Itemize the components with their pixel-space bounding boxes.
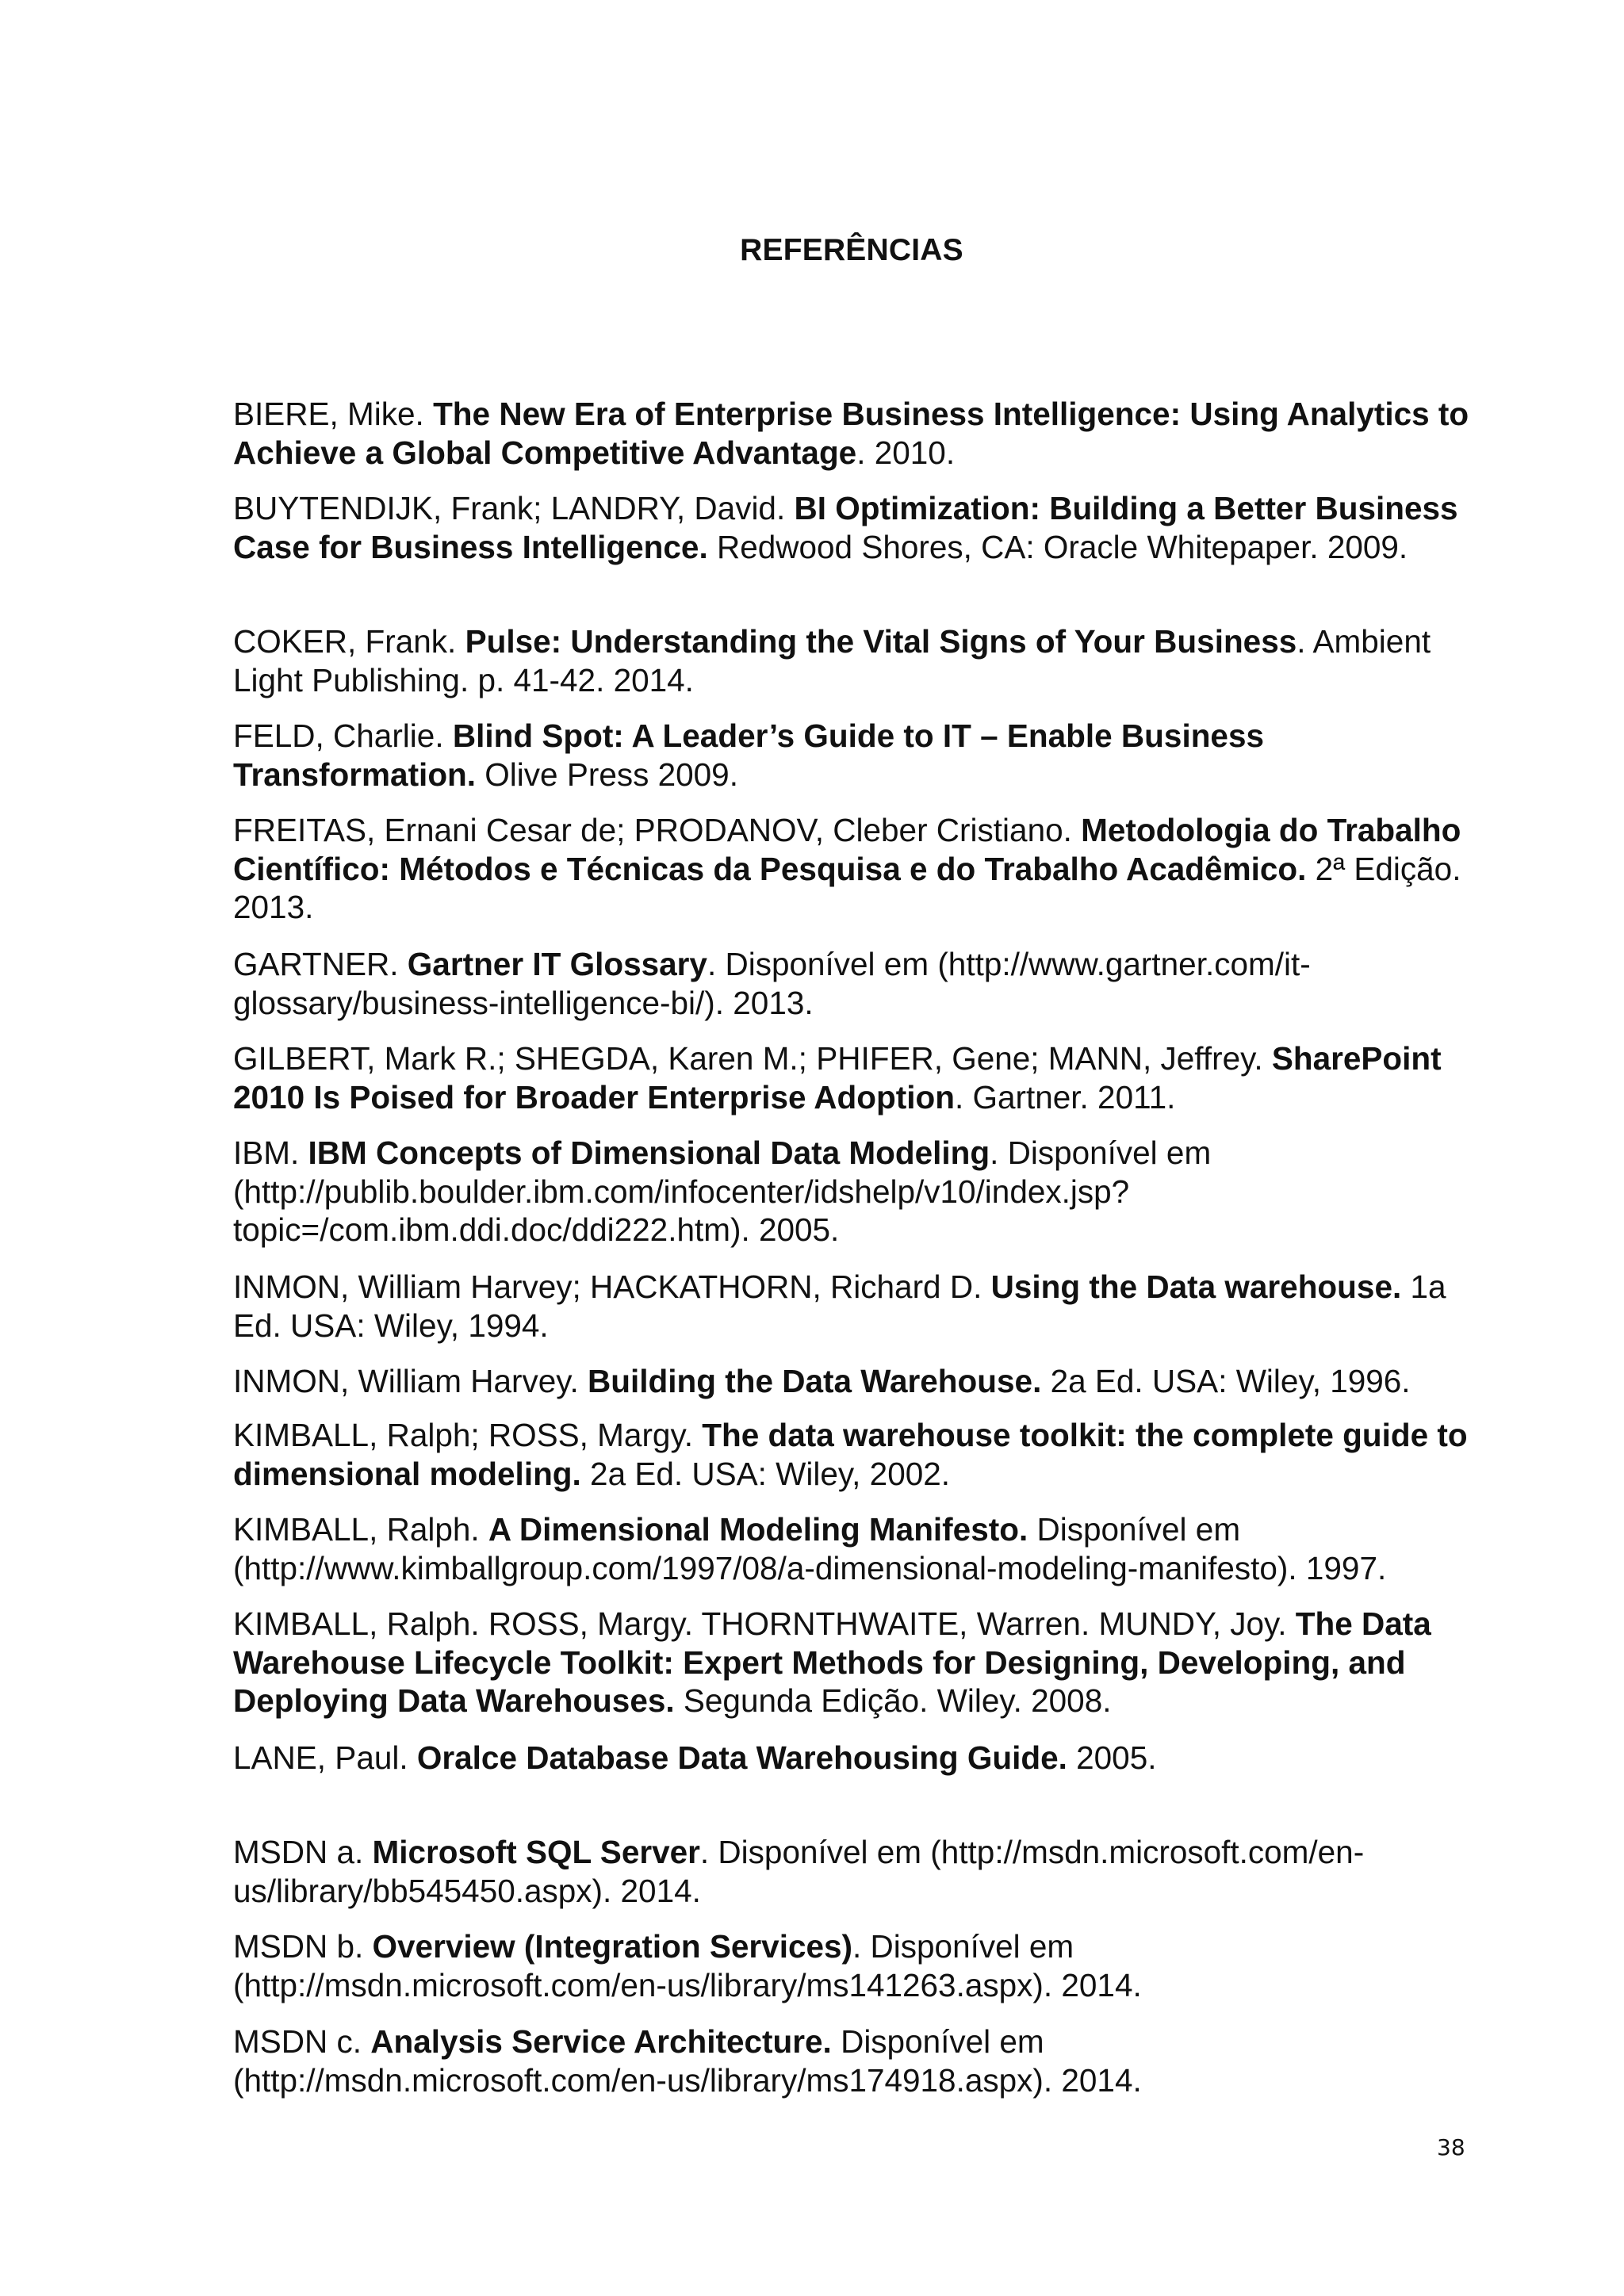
reference-text: KIMBALL, Ralph. ROSS, Margy. THORNTHWAITE, Warren. MUNDY, Joy. [233,1605,1296,1642]
reference-title: Pulse: Understanding the Vital Signs of Your Business [465,623,1297,660]
reference-title: Blind Spot: A Leader’s Guide to IT – Enable Business Transformation. [233,718,1265,793]
reference-text: Redwood Shores, CA: Oracle Whitepaper. 2009. [707,528,1408,565]
reference-title: The New Era of Enterprise Business Intelligence: Using Analytics to Achieve a Global Competitive Advantage [233,396,1469,471]
reference-text: . Gartner. 2011. [954,1078,1176,1115]
reference-text: INMON, William Harvey; HACKATHORN, Richard D. [233,1269,991,1305]
reference-text: MSDN b. [233,1928,373,1965]
reference-entry [233,1605,1486,1720]
reference-title: Using the Data warehouse. [990,1269,1402,1305]
reference-title: Gartner IT Glossary [407,946,707,982]
reference-text: GILBERT, Mark R.; SHEGDA, Karen M.; PHIFER, Gene; MANN, Jeffrey. [233,1040,1272,1077]
page-number: 38 [1437,2134,1465,2160]
reference-entry [233,1416,1486,1493]
reference-title: A Dimensional Modeling Manifesto. [488,1511,1028,1548]
reference-title: Microsoft SQL Server [372,1834,700,1870]
reference-entry [233,717,1486,794]
reference-title: IBM Concepts of Dimensional Data Modeling [308,1135,990,1171]
reference-text: Olive Press 2009. [476,756,738,793]
reference-text: 2005. [1067,1739,1157,1776]
reference-title: Building the Data Warehouse. [588,1363,1042,1399]
reference-text: MSDN a. [233,1834,373,1870]
reference-text: MSDN c. [233,2023,371,2060]
reference-title: The data warehouse toolkit: the complete guide to dimensional modeling. [233,1417,1468,1492]
reference-entry [233,1927,1486,2004]
reference-title: Overview (Integration Services) [372,1928,853,1965]
reference-entry [233,1268,1486,1345]
reference-text: GARTNER. [233,946,408,982]
reference-text: IBM. [233,1135,308,1171]
reference-text: LANE, Paul. [233,1739,417,1776]
reference-text: KIMBALL, Ralph; ROSS, Margy. [233,1417,703,1453]
reference-text: . Disponível em (http://msdn.microsoft.com/en-us/library/ms141263.aspx). 2014. [233,1928,1142,2003]
reference-entry [233,2022,1486,2099]
reference-entry [233,622,1486,699]
reference-text: . Disponível em (http://msdn.microsoft.com/en-us/library/bb545450.aspx). 2014. [233,1834,1365,1909]
reference-text: Disponível em (http://www.kimballgroup.com/1997/08/a-dimensional-modeling-manifesto). 1997. [233,1511,1387,1586]
reference-entry [233,1510,1486,1587]
reference-entry [233,1739,1486,1777]
reference-title: The Data Warehouse Lifecycle Toolkit: Expert Methods for Designing, Developing, and Deploying Data Warehouses. [233,1605,1431,1719]
reference-title: BI Optimization: Building a Better Business Case for Business Intelligence. [233,490,1458,565]
page-title: REFERÊNCIAS [740,233,963,267]
reference-entry [233,945,1486,1022]
reference-text: . Disponível em (http://www.gartner.com/it-glossary/business-intelligence-bi/). 2013. [233,946,1311,1021]
reference-text: . 2010. [856,434,956,471]
reference-text: COKER, Frank. [233,623,465,660]
reference-entry [233,1362,1486,1401]
reference-entry [233,395,1486,472]
reference-text: 2ª Edição. 2013. [233,850,1461,925]
reference-text: . Ambient Light Publishing. p. 41-42. 2014. [233,623,1431,698]
reference-title: Metodologia do Trabalho Científico: Métodos e Técnicas da Pesquisa e do Trabalho Acadêmico. [233,812,1461,887]
reference-text: Disponível em (http://msdn.microsoft.com/en-us/library/ms174918.aspx). 2014. [233,2023,1142,2099]
reference-text: KIMBALL, Ralph. [233,1511,488,1548]
reference-text: FREITAS, Ernani Cesar de; PRODANOV, Cleber Cristiano. [233,812,1082,848]
reference-entry [233,1833,1486,1910]
reference-text: Segunda Edição. Wiley. 2008. [674,1682,1112,1719]
reference-entry [233,1039,1486,1116]
reference-title: SharePoint 2010 Is Poised for Broader Enterprise Adoption [233,1040,1442,1115]
reference-text: 1a Ed. USA: Wiley, 1994. [233,1269,1446,1344]
reference-text: BUYTENDIJK, Frank; LANDRY, David. [233,490,795,526]
reference-text: . Disponível em (http://publib.boulder.ibm.com/infocenter/idshelp/v10/index.jsp?topic=/com.ibm.ddi.doc/ddi222.htm). 2005. [233,1135,1212,1248]
reference-entry [233,1134,1486,1249]
reference-text: BIERE, Mike. [233,396,434,432]
reference-text: INMON, William Harvey. [233,1363,588,1399]
reference-text: FELD, Charlie. [233,718,453,754]
reference-entry [233,811,1486,927]
reference-text: 2a Ed. USA: Wiley, 2002. [580,1455,951,1492]
reference-entry [233,489,1486,566]
reference-title: Oralce Database Data Warehousing Guide. [416,1739,1067,1776]
reference-title: Analysis Service Architecture. [370,2023,832,2060]
reference-text: 2a Ed. USA: Wiley, 1996. [1041,1363,1411,1399]
